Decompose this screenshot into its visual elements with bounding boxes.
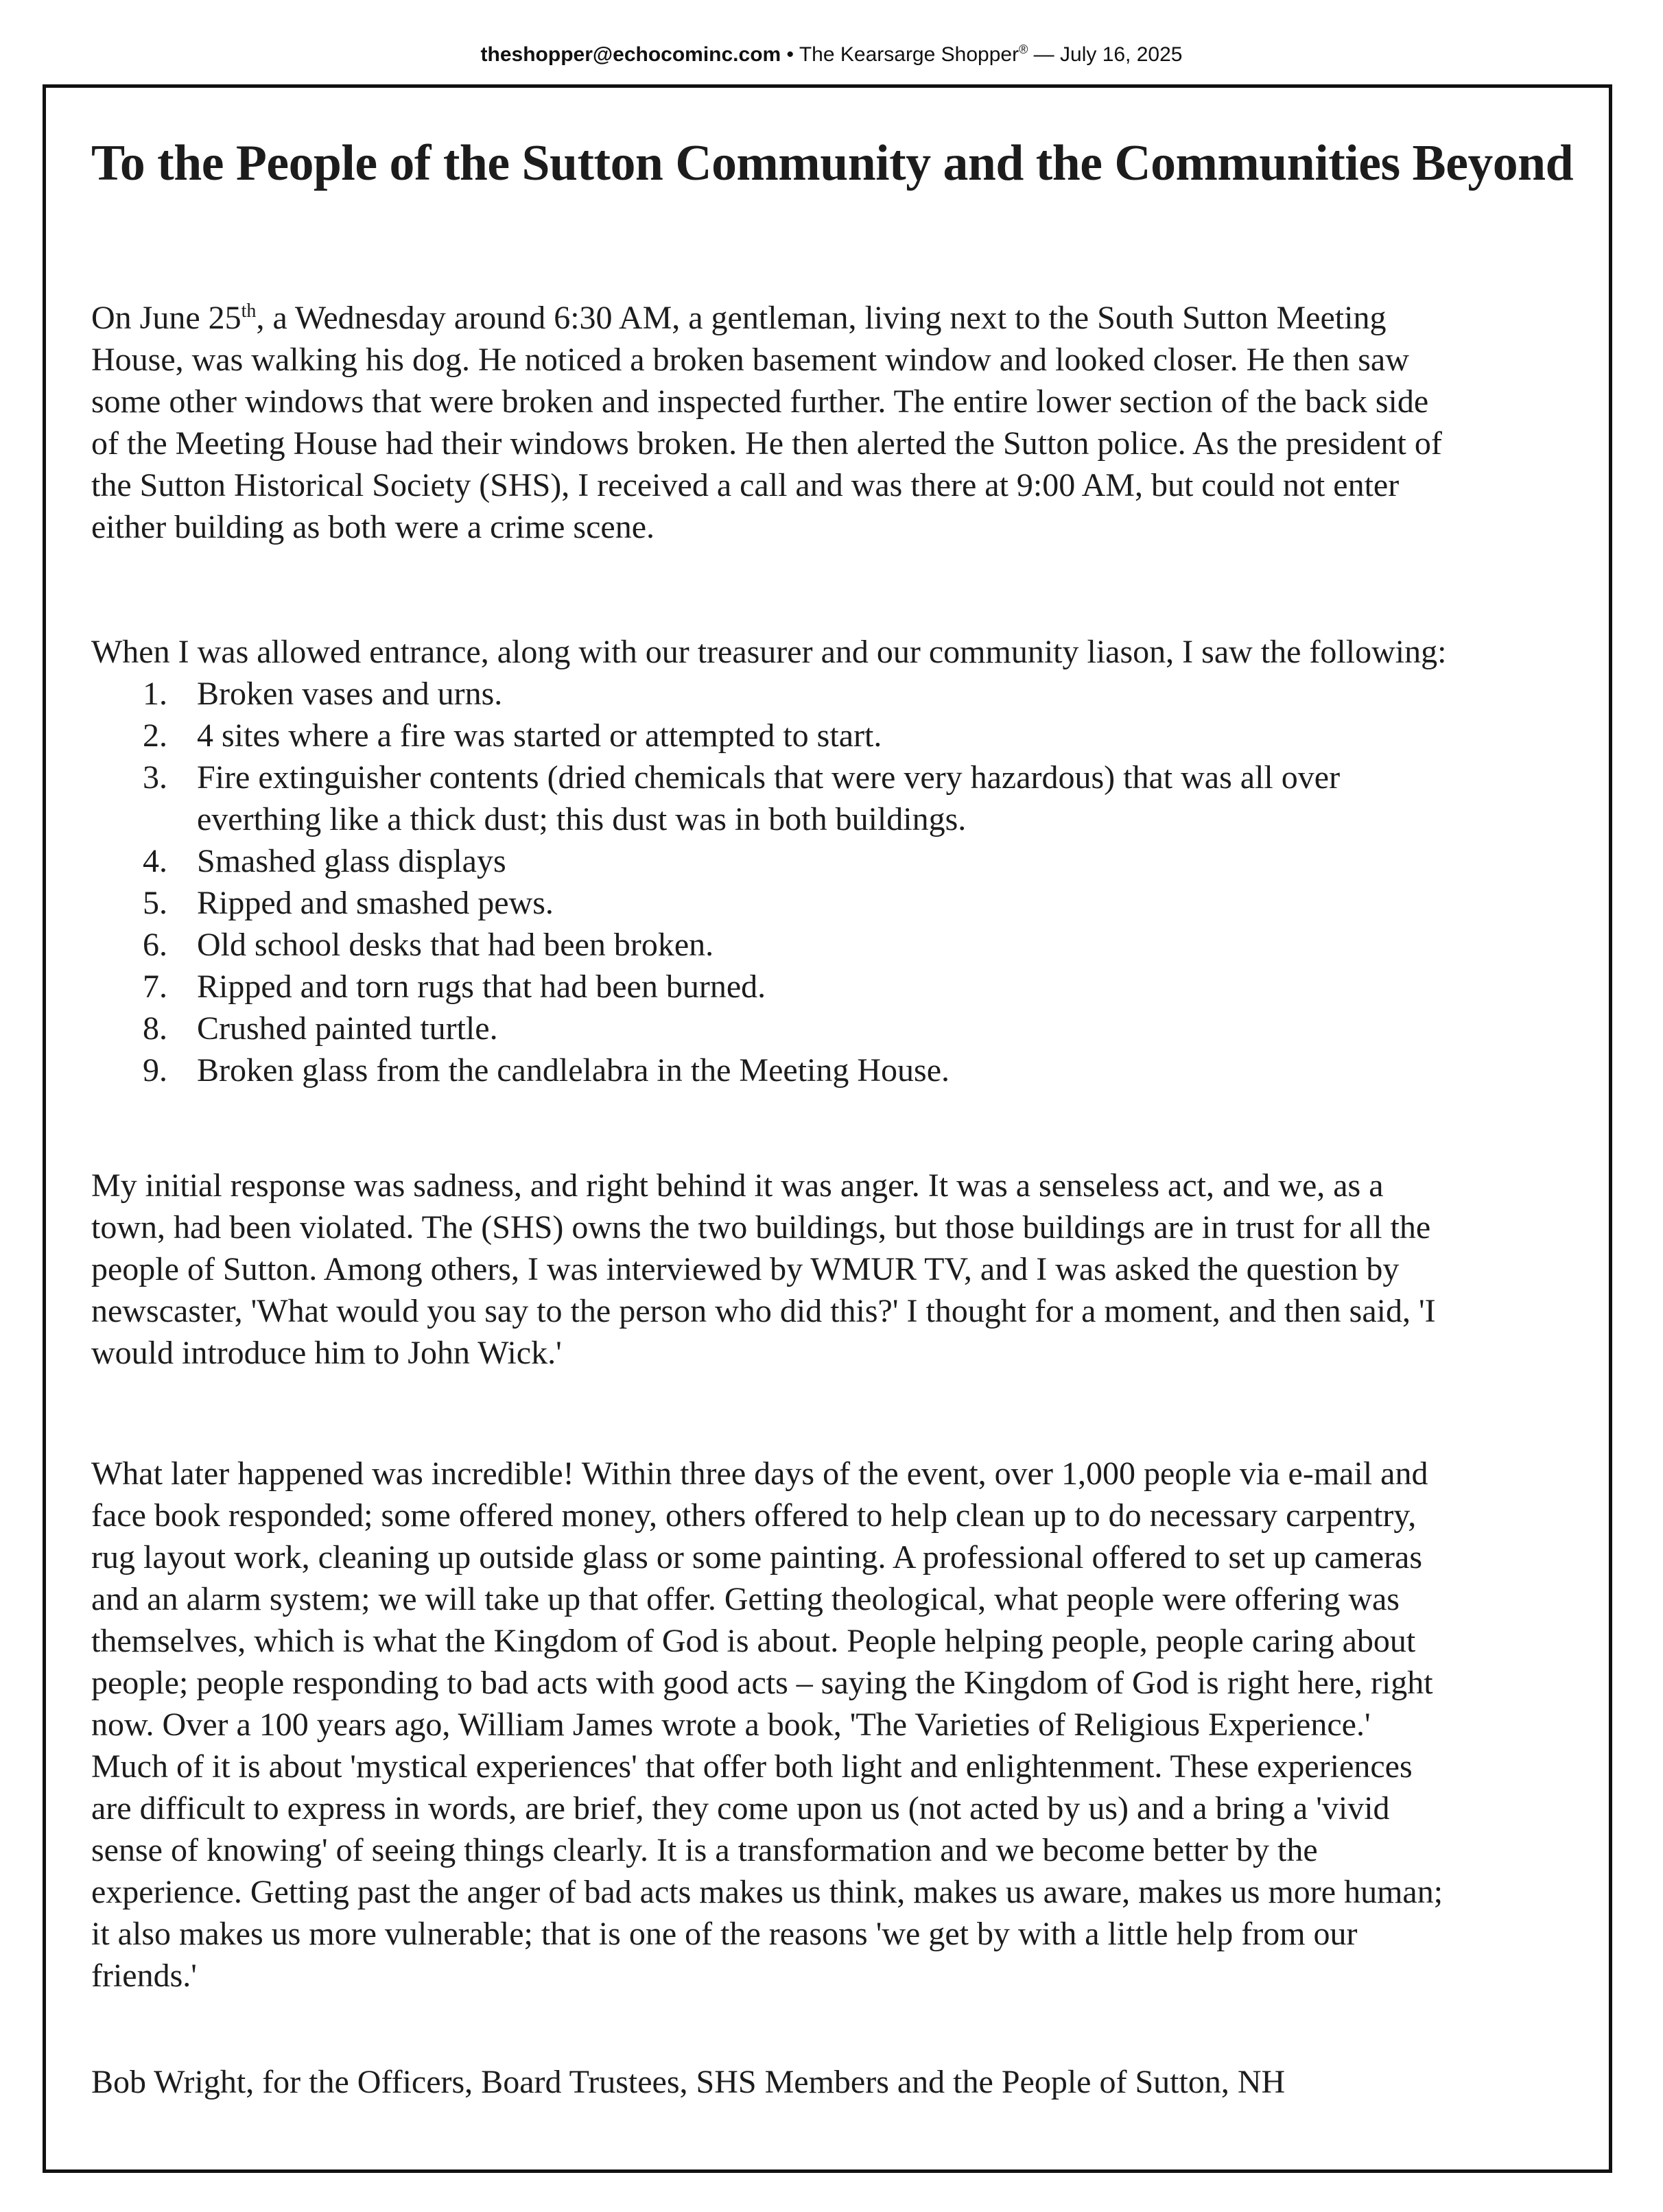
paragraph-line: friends.': [91, 1958, 197, 1994]
list-text: Old school desks that had been broken.: [197, 927, 714, 963]
list-item: [91, 924, 1573, 966]
first-line-rest: , a Wednesday around 6:30 AM, a gentleman, living next to the South Sutton Meeting: [256, 300, 1387, 336]
list-item: [91, 715, 1573, 757]
paragraph-line: of the Meeting House had their windows broken. He then alerted the Sutton police. As the president of: [91, 425, 1442, 462]
list-item: [91, 673, 1573, 715]
list-number: 8.: [143, 1010, 167, 1047]
list-text: Smashed glass displays: [197, 843, 506, 879]
header-publication: The Kearsarge Shopper: [799, 43, 1019, 66]
paragraph-line: rug layout work, cleaning up outside glass or some painting. A professional offered to set up cameras: [91, 1539, 1423, 1575]
list-text: Fire extinguisher contents (dried chemicals that were very hazardous) that was all over: [197, 759, 1341, 796]
paragraph-line: themselves, which is what the Kingdom of God is about. People helping people, people caring about: [91, 1623, 1416, 1659]
list-text: everthing like a thick dust; this dust was in both buildings.: [197, 801, 967, 837]
list-item: [91, 966, 1573, 1008]
list-item: [91, 840, 1573, 882]
paragraph-line: My initial response was sadness, and right behind it was anger. It was a senseless act, and we, as a: [91, 1167, 1384, 1204]
list-text: Broken glass from the candlelabra in the Meeting House.: [197, 1052, 950, 1089]
list-number: 4.: [143, 843, 167, 879]
list-text: Broken vases and urns.: [197, 676, 503, 712]
date-superscript: th: [241, 300, 257, 322]
paragraph-line: experience. Getting past the anger of bad acts makes us think, makes us aware, makes us more human;: [91, 1874, 1443, 1910]
paragraph-line: either building as both were a crime scene.: [91, 509, 655, 545]
paragraph-line: What later happened was incredible! Within three days of the event, over 1,000 people via e-mail and: [91, 1455, 1428, 1492]
list-number: 2.: [143, 717, 167, 754]
header-separator: •: [786, 43, 794, 66]
signature-line: Bob Wright, for the Officers, Board Trustees, SHS Members and the People of Sutton, NH: [91, 2064, 1286, 2100]
list-item: [91, 1049, 1573, 1091]
date-lead: On June 25: [91, 300, 241, 336]
paragraph-response: [91, 1165, 1573, 1374]
header-email: theshopper@echocominc.com: [480, 43, 781, 66]
letter-frame: [43, 84, 1612, 2173]
paragraph-line: are difficult to express in words, are brief, they come upon us (not acted by us) and a bring a 'vivid: [91, 1790, 1390, 1827]
paragraph-line: House, was walking his dog. He noticed a broken basement window and looked closer. He then saw: [91, 342, 1409, 378]
damage-list: [91, 673, 1573, 1091]
paragraph-line: now. Over a 100 years ago, William James wrote a book, 'The Varieties of Religious Experience.': [91, 1706, 1371, 1743]
paragraph-damage: [91, 631, 1573, 1091]
list-text: Ripped and smashed pews.: [197, 885, 554, 921]
list-item: [91, 1008, 1573, 1049]
header-date: — July 16, 2025: [1033, 43, 1183, 66]
paragraph-line: Much of it is about 'mystical experiences' that offer both light and enlightenment. These experiences: [91, 1748, 1413, 1785]
paragraph-line: people of Sutton. Among others, I was interviewed by WMUR TV, and I was asked the question by: [91, 1251, 1400, 1287]
paragraph-line: people; people responding to bad acts with good acts – saying the Kingdom of God is right here, right: [91, 1665, 1433, 1701]
paragraph-community: [91, 1453, 1573, 1997]
paragraph-line: town, had been violated. The (SHS) owns the two buildings, but those buildings are in trust for all the: [91, 1209, 1431, 1246]
paragraph-line: the Sutton Historical Society (SHS), I received a call and was there at 9:00 AM, but could not enter: [91, 467, 1400, 503]
paragraph-line: it also makes us more vulnerable; that is one of the reasons 'we get by with a little help from our: [91, 1916, 1358, 1952]
signature: [91, 2061, 1573, 2103]
paragraph-incident: [91, 297, 1573, 548]
list-number: 7.: [143, 968, 167, 1005]
paragraph-line: and an alarm system; we will take up that offer. Getting theological, what people were offering was: [91, 1581, 1400, 1617]
list-number: 5.: [143, 885, 167, 921]
letter-title: To the People of the Sutton Community and the Communities Beyond: [91, 135, 1574, 191]
paragraph-line: newscaster, 'What would you say to the person who did this?' I thought for a moment, and then said, 'I: [91, 1293, 1436, 1329]
paragraph-line: [91, 297, 1573, 339]
list-item: [91, 882, 1573, 924]
registered-mark: ®: [1019, 43, 1028, 56]
list-text: Ripped and torn rugs that had been burned.: [197, 968, 766, 1005]
paragraph-line: some other windows that were broken and inspected further. The entire lower section of the back side: [91, 383, 1429, 420]
list-text: 4 sites where a fire was started or attempted to start.: [197, 717, 882, 754]
list-text: Crushed painted turtle.: [197, 1010, 498, 1047]
list-item: [91, 757, 1573, 840]
list-number: 1.: [143, 676, 167, 712]
paragraph-line: face book responded; some offered money, others offered to help clean up to do necessary carpentry,: [91, 1497, 1417, 1534]
page-header: [0, 41, 1663, 69]
paragraph-line: would introduce him to John Wick.': [91, 1335, 562, 1371]
list-intro: When I was allowed entrance, along with our treasurer and our community liason, I saw the following:: [91, 634, 1447, 670]
list-number: 3.: [143, 759, 167, 796]
list-number: 6.: [143, 927, 167, 963]
paragraph-line: sense of knowing' of seeing things clearly. It is a transformation and we become better by the: [91, 1832, 1318, 1868]
list-number: 9.: [143, 1052, 167, 1089]
